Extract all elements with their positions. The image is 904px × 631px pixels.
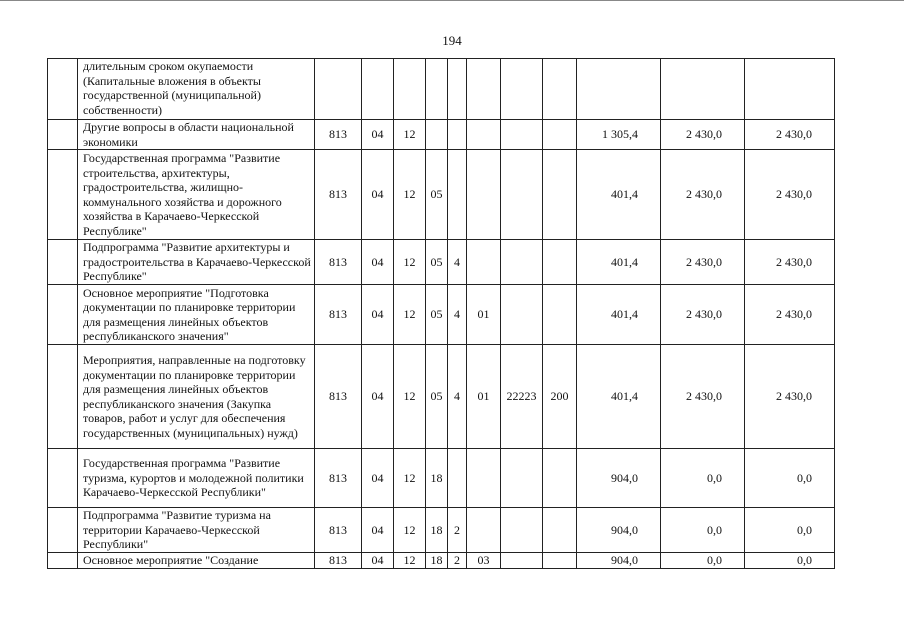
direction-code-cell	[501, 552, 543, 568]
program-code-cell: 18	[426, 508, 448, 553]
subsection-code-cell	[394, 59, 426, 120]
subprogram-code-cell: 2	[448, 508, 467, 553]
row-number-cell	[48, 59, 78, 120]
amount-year3-cell: 2 430,0	[745, 240, 835, 285]
program-code-cell: 18	[426, 552, 448, 568]
ministry-code-cell: 813	[315, 120, 362, 150]
subprogram-code-cell: 2	[448, 552, 467, 568]
row-number-cell	[48, 449, 78, 508]
subsection-code-cell: 12	[394, 120, 426, 150]
page-number: 194	[442, 33, 462, 48]
amount-year2-cell: 2 430,0	[661, 150, 745, 240]
section-code-cell: 04	[362, 508, 394, 553]
amount-year1-cell: 904,0	[577, 508, 661, 553]
subsection-code-cell: 12	[394, 285, 426, 345]
measure-code-cell	[467, 449, 501, 508]
item-name-cell: Основное мероприятие "Подготовка документации по планировке территории для размещения линейных объектов республиканского значения"	[78, 285, 315, 345]
expense-type-cell	[543, 449, 577, 508]
program-code-cell	[426, 120, 448, 150]
subprogram-code-cell	[448, 59, 467, 120]
amount-year1-cell: 401,4	[577, 150, 661, 240]
item-name-cell: Мероприятия, направленные на подготовку документации по планировке территории для размещения линейных объектов республиканского значения (Закупка товаров, работ и услуг для обеспечения государственных (муниципальных) нужд)	[78, 345, 315, 449]
amount-year3-cell: 2 430,0	[745, 285, 835, 345]
amount-year3-cell: 2 430,0	[745, 345, 835, 449]
direction-code-cell	[501, 285, 543, 345]
row-number-cell	[48, 285, 78, 345]
amount-year2-cell: 2 430,0	[661, 285, 745, 345]
subsection-code-cell: 12	[394, 345, 426, 449]
section-code-cell: 04	[362, 150, 394, 240]
ministry-code-cell: 813	[315, 285, 362, 345]
ministry-code-cell: 813	[315, 150, 362, 240]
subsection-code-cell: 12	[394, 552, 426, 568]
row-number-cell	[48, 120, 78, 150]
expense-type-cell	[543, 120, 577, 150]
table-row	[48, 345, 835, 449]
item-name-cell: длительным сроком окупаемости (Капитальные вложения в объекты государственной (муниципальной) собственности)	[78, 59, 315, 120]
program-code-cell: 18	[426, 449, 448, 508]
amount-year2-cell: 0,0	[661, 449, 745, 508]
table-row	[48, 59, 835, 120]
table-row	[48, 240, 835, 285]
expense-type-cell	[543, 285, 577, 345]
program-code-cell: 05	[426, 150, 448, 240]
program-code-cell	[426, 59, 448, 120]
amount-year3-cell: 2 430,0	[745, 120, 835, 150]
amount-year3-cell: 0,0	[745, 449, 835, 508]
subprogram-code-cell: 4	[448, 285, 467, 345]
amount-year1-cell: 904,0	[577, 552, 661, 568]
subprogram-code-cell	[448, 120, 467, 150]
subsection-code-cell: 12	[394, 449, 426, 508]
amount-year2-cell: 2 430,0	[661, 345, 745, 449]
amount-year3-cell: 0,0	[745, 508, 835, 553]
table-row	[48, 508, 835, 553]
expense-type-cell	[543, 552, 577, 568]
direction-code-cell: 22223	[501, 345, 543, 449]
direction-code-cell	[501, 240, 543, 285]
table-row	[48, 150, 835, 240]
table-row	[48, 552, 835, 568]
expense-type-cell	[543, 240, 577, 285]
budget-table-body	[48, 59, 835, 569]
expense-type-cell	[543, 59, 577, 120]
direction-code-cell	[501, 449, 543, 508]
section-code-cell	[362, 59, 394, 120]
amount-year2-cell: 2 430,0	[661, 120, 745, 150]
table-row	[48, 449, 835, 508]
subprogram-code-cell: 4	[448, 345, 467, 449]
amount-year2-cell: 0,0	[661, 508, 745, 553]
row-number-cell	[48, 150, 78, 240]
ministry-code-cell: 813	[315, 552, 362, 568]
program-code-cell: 05	[426, 345, 448, 449]
table-row	[48, 120, 835, 150]
measure-code-cell: 03	[467, 552, 501, 568]
direction-code-cell	[501, 120, 543, 150]
subsection-code-cell: 12	[394, 240, 426, 285]
item-name-cell: Подпрограмма "Развитие туризма на территории Карачаево-Черкесской Республики"	[78, 508, 315, 553]
subprogram-code-cell: 4	[448, 240, 467, 285]
ministry-code-cell: 813	[315, 240, 362, 285]
item-name-cell: Государственная программа "Развитие строительства, архитектуры, градостроительства, жилищно-коммунального хозяйства и дорожного хозяйства в Карачаево-Черкесской Республике"	[78, 150, 315, 240]
ministry-code-cell: 813	[315, 508, 362, 553]
expense-type-cell	[543, 150, 577, 240]
row-number-cell	[48, 508, 78, 553]
section-code-cell: 04	[362, 552, 394, 568]
amount-year3-cell: 2 430,0	[745, 150, 835, 240]
budget-table	[47, 58, 835, 569]
measure-code-cell	[467, 120, 501, 150]
direction-code-cell	[501, 150, 543, 240]
program-code-cell: 05	[426, 240, 448, 285]
subsection-code-cell: 12	[394, 508, 426, 553]
subprogram-code-cell	[448, 449, 467, 508]
section-code-cell: 04	[362, 345, 394, 449]
program-code-cell: 05	[426, 285, 448, 345]
item-name-cell: Основное мероприятие "Создание	[78, 552, 315, 568]
amount-year2-cell: 0,0	[661, 552, 745, 568]
ministry-code-cell: 813	[315, 449, 362, 508]
measure-code-cell	[467, 508, 501, 553]
measure-code-cell	[467, 59, 501, 120]
expense-type-cell: 200	[543, 345, 577, 449]
section-code-cell: 04	[362, 240, 394, 285]
amount-year1-cell: 904,0	[577, 449, 661, 508]
table-row	[48, 285, 835, 345]
row-number-cell	[48, 240, 78, 285]
expense-type-cell	[543, 508, 577, 553]
measure-code-cell: 01	[467, 285, 501, 345]
page-top-border	[0, 0, 904, 1]
item-name-cell: Государственная программа "Развитие туризма, курортов и молодежной политики Карачаево-Черкесской Республики"	[78, 449, 315, 508]
item-name-cell: Другие вопросы в области национальной экономики	[78, 120, 315, 150]
subsection-code-cell: 12	[394, 150, 426, 240]
ministry-code-cell: 813	[315, 345, 362, 449]
amount-year1-cell: 401,4	[577, 240, 661, 285]
amount-year3-cell: 0,0	[745, 552, 835, 568]
direction-code-cell	[501, 508, 543, 553]
subprogram-code-cell	[448, 150, 467, 240]
measure-code-cell	[467, 150, 501, 240]
measure-code-cell: 01	[467, 345, 501, 449]
amount-year3-cell	[745, 59, 835, 120]
amount-year1-cell: 401,4	[577, 285, 661, 345]
direction-code-cell	[501, 59, 543, 120]
amount-year1-cell: 401,4	[577, 345, 661, 449]
section-code-cell: 04	[362, 285, 394, 345]
amount-year1-cell	[577, 59, 661, 120]
amount-year1-cell: 1 305,4	[577, 120, 661, 150]
item-name-cell: Подпрограмма "Развитие архитектуры и градостроительства в Карачаево-Черкесской Республике"	[78, 240, 315, 285]
ministry-code-cell	[315, 59, 362, 120]
amount-year2-cell: 2 430,0	[661, 240, 745, 285]
row-number-cell	[48, 552, 78, 568]
amount-year2-cell	[661, 59, 745, 120]
row-number-cell	[48, 345, 78, 449]
section-code-cell: 04	[362, 120, 394, 150]
measure-code-cell	[467, 240, 501, 285]
section-code-cell: 04	[362, 449, 394, 508]
